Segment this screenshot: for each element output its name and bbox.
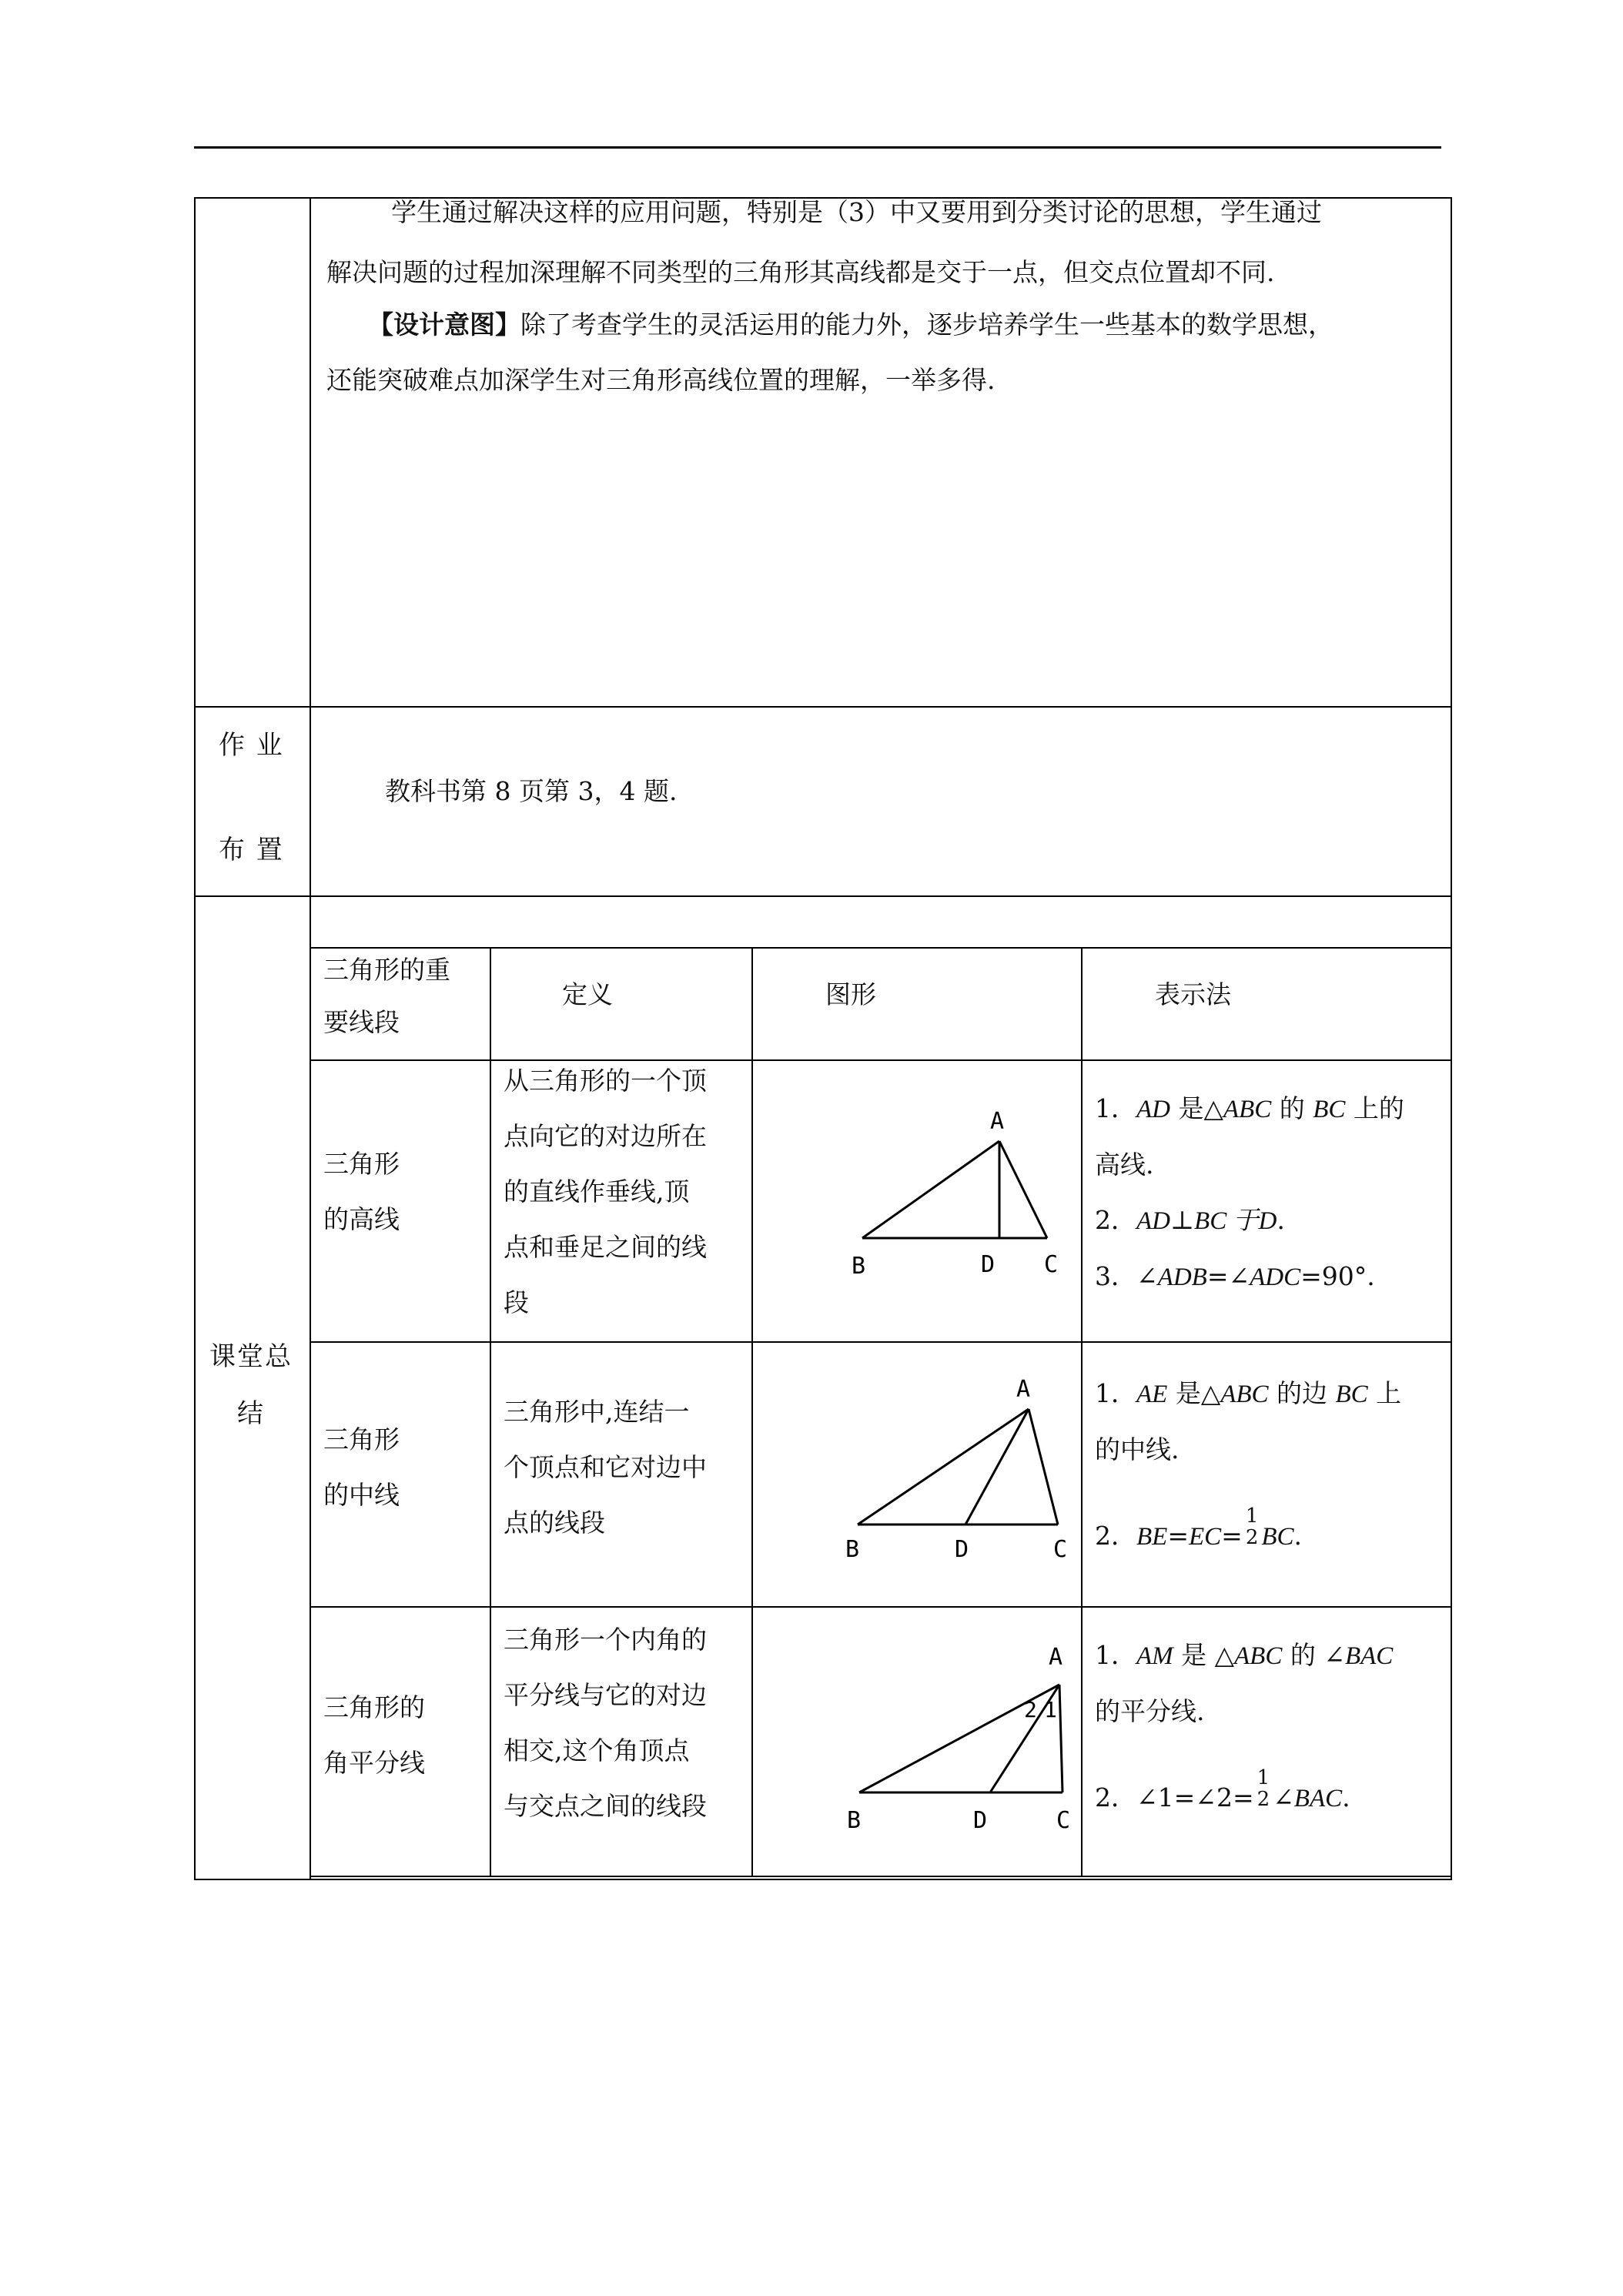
altitude-def-line: 段 <box>504 1287 529 1317</box>
row-divider-1 <box>194 706 1452 708</box>
inner-row-divider-1 <box>310 1341 1451 1343</box>
median-label-d: D <box>955 1536 969 1563</box>
bisector-label-d: D <box>973 1807 988 1834</box>
one-half-fraction: 1 2 <box>1245 1504 1259 1549</box>
altitude-notation-line3: 2．AD⊥BC 于D. <box>1095 1205 1285 1235</box>
bisector-side-ac <box>1059 1685 1062 1792</box>
bisector-name-line2: 角平分线 <box>323 1748 425 1778</box>
inner-table-bottom <box>310 1876 1451 1877</box>
altitude-name-line1: 三角形 <box>323 1149 400 1179</box>
bisector-def-line: 与交点之间的线段 <box>504 1791 707 1821</box>
header-segment-line2: 要线段 <box>323 1007 400 1037</box>
altitude-figure <box>839 1101 1070 1286</box>
median-side-ac <box>1029 1409 1058 1525</box>
row-divider-2 <box>194 895 1452 897</box>
median-name-line1: 三角形 <box>323 1424 400 1454</box>
design-intent-text: 除了考查学生的灵活运用的能力外，逐步培养学生一些基本的数学思想， <box>520 310 1334 340</box>
bisector-label-a: A <box>1049 1644 1063 1671</box>
homework-label-line1: 作 业 <box>219 730 284 761</box>
reflection-paragraph-line2: 解决问题的过程加深理解不同类型的三角形其高线都是交于一点，但交点位置却不同. <box>326 257 1275 287</box>
median-side-ab <box>858 1409 1029 1525</box>
altitude-notation-line1: 1．AD 是△ABC 的 BC 上的 <box>1095 1093 1404 1123</box>
bisector-label-angle1: 1 <box>1044 1697 1057 1722</box>
bisector-def-line: 相交,这个角顶点 <box>504 1735 690 1766</box>
altitude-def-line: 的直线作垂线,顶 <box>504 1176 690 1207</box>
median-notation-line3: 2．BE=EC= 1 2 BC. <box>1095 1504 1303 1551</box>
inner-table-top <box>310 947 1451 949</box>
median-figure <box>839 1355 1086 1578</box>
median-notation-line1: 1．AE 是△ABC 的边 BC 上 <box>1095 1378 1402 1408</box>
altitude-notation-line4: 3．∠ADB=∠ADC=90°. <box>1095 1261 1375 1291</box>
bisector-name-line1: 三角形的 <box>323 1692 425 1722</box>
median-segment <box>965 1409 1029 1525</box>
bisector-label-c: C <box>1056 1807 1071 1834</box>
altitude-def-line: 点和垂足之间的线 <box>504 1232 707 1262</box>
bisector-definition <box>504 1612 707 1834</box>
altitude-side-ab <box>862 1141 999 1238</box>
altitude-def-line: 点向它的对边所在 <box>504 1121 707 1151</box>
median-definition <box>504 1384 707 1551</box>
bisector-label-b: B <box>847 1807 862 1834</box>
median-notation <box>1095 1366 1401 1565</box>
table-right-border <box>1451 197 1452 1880</box>
homework-label-line2: 布 置 <box>219 835 284 865</box>
table-bottom-border <box>194 1879 1452 1880</box>
altitude-name-line2: 的高线 <box>323 1204 400 1234</box>
bisector-figure <box>839 1625 1086 1848</box>
design-intent-line2: 还能突破难点加深学生对三角形高线位置的理解，一举多得. <box>326 365 996 395</box>
summary-label-line2: 结 <box>237 1398 265 1429</box>
table-col-divider <box>310 197 311 1880</box>
altitude-label-d: D <box>981 1251 996 1278</box>
median-name-line2: 的中线 <box>323 1480 400 1510</box>
page-header-rule <box>194 146 1441 149</box>
median-label-a: A <box>1016 1376 1031 1403</box>
header-notation: 表示法 <box>1155 979 1231 1009</box>
altitude-label-a: A <box>990 1108 1005 1135</box>
median-label-c: C <box>1053 1536 1068 1563</box>
homework-content: 教科书第 8 页第 3，4 题. <box>385 776 678 806</box>
design-intent-line1 <box>368 297 1334 353</box>
median-def-line: 个顶点和它对边中 <box>504 1452 707 1482</box>
design-intent-label: 【设计意图】 <box>368 310 520 340</box>
header-segment-line1: 三角形的重 <box>323 955 450 985</box>
header-figure: 图形 <box>825 979 876 1009</box>
bisector-notation-line1: 1．AM 是 △ABC 的 ∠BAC <box>1095 1640 1394 1670</box>
median-label-b: B <box>845 1536 860 1563</box>
inner-row-divider-2 <box>310 1606 1451 1608</box>
header-definition: 定义 <box>562 979 613 1009</box>
altitude-label-b: B <box>852 1253 866 1280</box>
altitude-notation-line2: 高线. <box>1095 1150 1154 1180</box>
bisector-notation-line3: 2．∠1=∠2= 1 2 ∠BAC. <box>1095 1766 1350 1812</box>
median-def-line: 点的线段 <box>504 1508 605 1538</box>
inner-header-divider <box>310 1059 1451 1061</box>
summary-label-line1: 课堂总 <box>209 1341 293 1372</box>
altitude-def-line: 从三角形的一个顶 <box>504 1066 707 1096</box>
bisector-def-line: 平分线与它的对边 <box>504 1680 707 1710</box>
altitude-label-c: C <box>1044 1251 1059 1278</box>
bisector-notation <box>1095 1628 1393 1826</box>
bisector-notation-line2: 的平分线. <box>1095 1696 1205 1726</box>
altitude-side-ac <box>999 1141 1047 1238</box>
bisector-def-line: 三角形一个内角的 <box>504 1625 707 1655</box>
inner-col-divider-1 <box>490 947 491 1877</box>
table-left-border <box>194 197 196 1880</box>
inner-col-divider-2 <box>751 947 753 1877</box>
median-def-line: 三角形中,连结一 <box>504 1397 690 1427</box>
one-half-fraction: 1 2 <box>1257 1766 1270 1811</box>
bisector-label-angle2: 2 <box>1024 1697 1037 1722</box>
altitude-notation <box>1095 1081 1404 1305</box>
median-notation-line2: 的中线. <box>1095 1434 1180 1464</box>
altitude-definition <box>504 1053 707 1330</box>
reflection-paragraph-line1: 学生通过解决这样的应用问题，特别是（3）中又要用到分类讨论的思想，学生通过 <box>391 197 1322 227</box>
